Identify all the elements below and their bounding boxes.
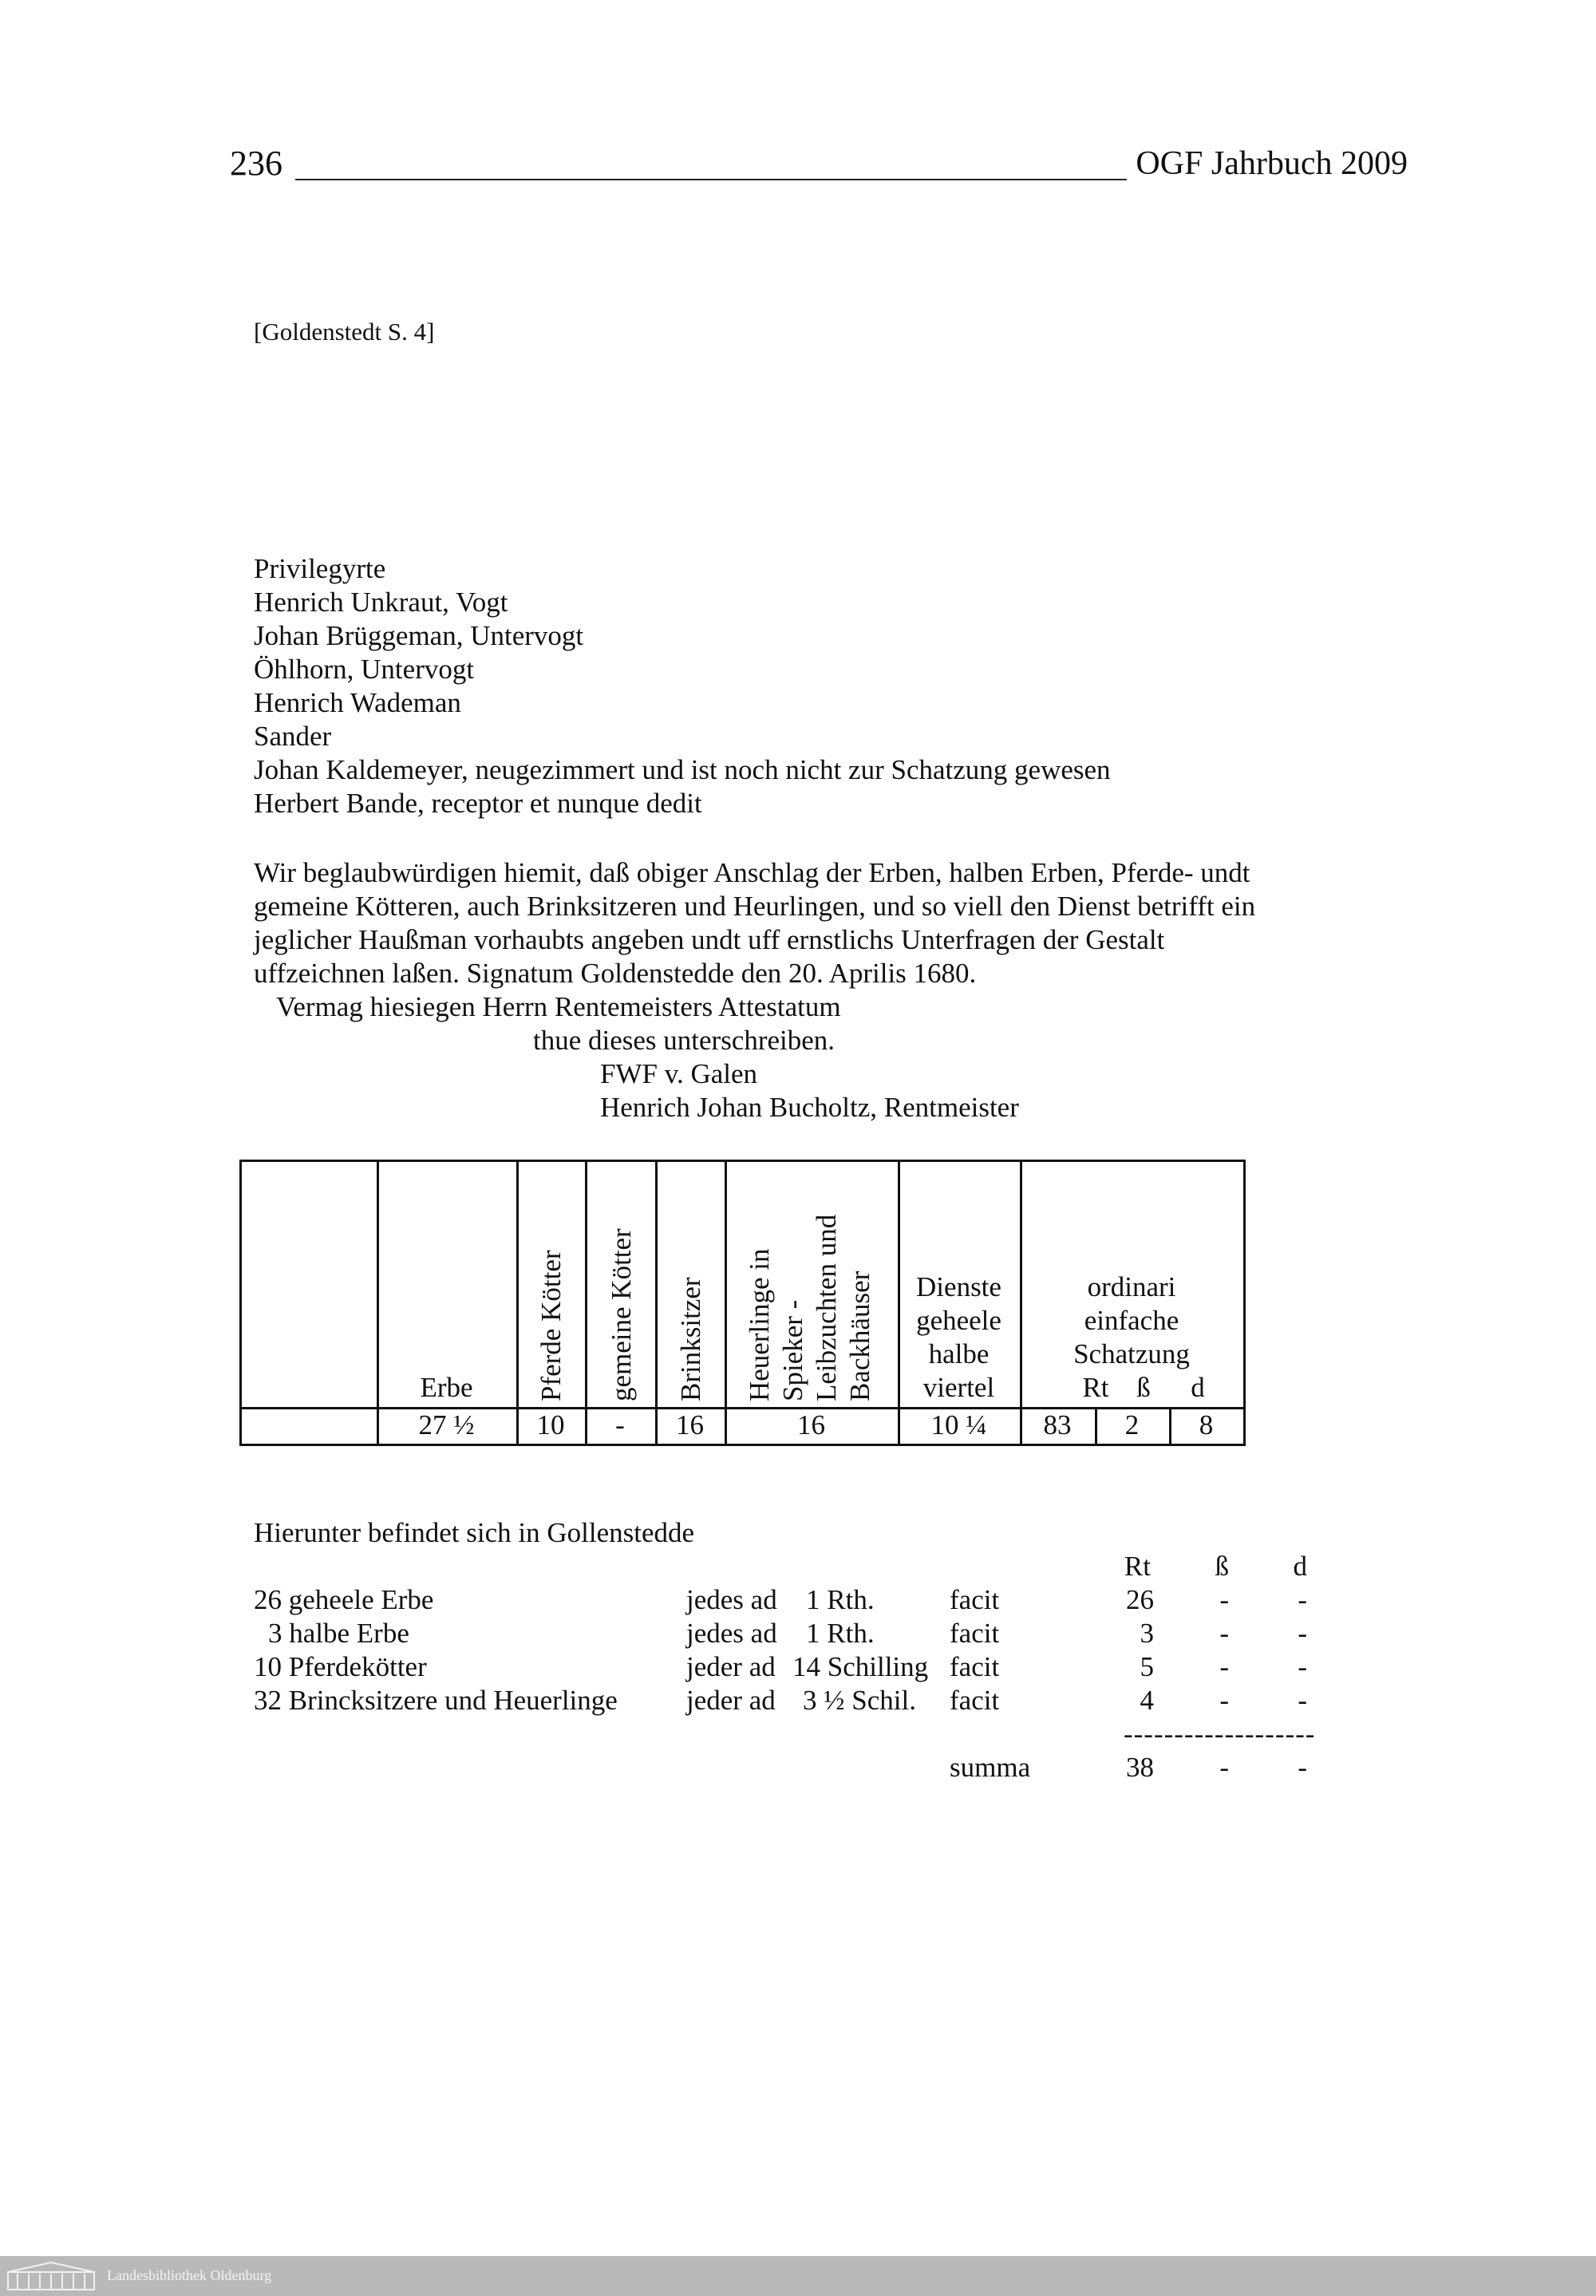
summary-col-rt: Rt	[1124, 1551, 1151, 1582]
summary-col-pfennig: d	[1293, 1551, 1307, 1582]
header-schatzung: ordinari	[1087, 1271, 1176, 1302]
census-table	[239, 1160, 1246, 1446]
summary-pfennig: -	[1298, 1651, 1307, 1682]
privileged-heading: Privilegyrte	[254, 553, 386, 584]
source-reference: [Goldenstedt S. 4]	[254, 318, 435, 346]
summary-intro: Hierunter befindet sich in Gollenstedde	[254, 1517, 695, 1548]
summa-rt: 38	[1126, 1752, 1154, 1783]
privileged-entry: Johan Kaldemeyer, neugezimmert und ist noch nicht zur Schatzung gewesen	[254, 754, 1111, 785]
cell-erbe: 27 ½	[418, 1409, 475, 1440]
summa-pfennig: -	[1298, 1752, 1307, 1783]
privileged-entry: Öhlhorn, Untervogt	[254, 654, 475, 685]
summary-facit: facit	[950, 1618, 1000, 1649]
signatory-name: FWF v. Galen	[600, 1058, 758, 1089]
cell-pfennig: 8	[1199, 1409, 1214, 1440]
summary-each: jeder ad	[686, 1685, 776, 1716]
header-pferde-koetter: Pferde Kötter	[535, 1250, 567, 1401]
summary-facit: facit	[950, 1584, 1000, 1615]
table-column-divider	[585, 1162, 587, 1444]
privileged-entry: Sander	[254, 721, 332, 752]
signatory-name: Henrich Johan Bucholtz, Rentmeister	[600, 1092, 1019, 1123]
table-column-divider	[516, 1162, 519, 1444]
summary-col-schilling: ß	[1215, 1551, 1229, 1582]
summary-each: jeder ad	[686, 1651, 776, 1682]
cell-pferde-koetter: 10	[536, 1409, 565, 1440]
header-rule	[295, 179, 1127, 180]
cell-dienste: 10 ¼	[930, 1409, 987, 1440]
summary-item: 26 geheele Erbe	[254, 1584, 434, 1615]
signature-intro: Vermag hiesiegen Herrn Rentemeisters Attestatum	[276, 991, 841, 1022]
cell-schilling: 2	[1124, 1409, 1140, 1440]
header-erbe: Erbe	[420, 1372, 473, 1403]
footer-library-name: Landesbibliothek Oldenburg	[107, 2267, 272, 2283]
cell-rt: 83	[1043, 1409, 1072, 1440]
summary-facit: facit	[950, 1685, 1000, 1716]
summary-total-rule: -------------------	[1124, 1718, 1316, 1749]
privileged-entry: Henrich Wademan	[254, 687, 461, 718]
summary-schilling: -	[1219, 1651, 1229, 1682]
header-dienste: viertel	[922, 1372, 995, 1403]
summa-label: summa	[950, 1752, 1031, 1783]
table-column-divider	[725, 1162, 727, 1444]
header-dienste: geheele	[916, 1305, 1001, 1336]
summary-item: 3 halbe Erbe	[268, 1618, 409, 1649]
summary-each: jedes ad	[686, 1584, 777, 1615]
privileged-entry: Johan Brüggeman, Untervogt	[254, 620, 584, 651]
cell-brinksitzer: 16	[676, 1409, 704, 1440]
privileged-entry: Herbert Bande, receptor et nunque dedit	[254, 788, 702, 819]
summary-pfennig: -	[1298, 1584, 1307, 1615]
header-gemeine-koetter: gemeine Kötter	[606, 1228, 637, 1401]
header-schilling: ß	[1136, 1372, 1151, 1403]
summary-pfennig: -	[1298, 1618, 1307, 1649]
summary-item: 32 Brincksitzere und Heuerlinge	[254, 1685, 618, 1716]
header-heuerlinge: Spieker -	[777, 1299, 808, 1401]
attestation-line: jeglicher Haußman vorhaubts angeben undt uff ernstlichs Unterfragen der Gestalt	[254, 924, 1165, 955]
header-pfennig: d	[1191, 1372, 1205, 1403]
attestation-line: uffzeichnen laßen. Signatum Goldenstedde den 20. Aprilis 1680.	[254, 958, 977, 989]
cell-gemeine-koetter: -	[615, 1409, 625, 1440]
attestation-line: gemeine Kötteren, auch Brinksitzeren und Heurlingen, und so viell den Dienst betrifft ein	[254, 891, 1256, 922]
header-schatzung: einfache	[1084, 1305, 1179, 1336]
header-heuerlinge: Backhäuser	[844, 1271, 875, 1401]
header-heuerlinge: Heuerlinge in	[744, 1248, 775, 1401]
summary-pfennig: -	[1298, 1685, 1307, 1716]
header-brinksitzer: Brinksitzer	[675, 1277, 706, 1401]
summary-rt: 5	[1140, 1651, 1154, 1682]
header-heuerlinge: Leibzuchten und	[811, 1214, 842, 1401]
summary-schilling: -	[1219, 1584, 1229, 1615]
summary-rt: 3	[1140, 1618, 1154, 1649]
header-rt: Rt	[1082, 1372, 1109, 1403]
cell-heuerlinge: 16	[797, 1409, 825, 1440]
header-dienste: halbe	[928, 1338, 990, 1369]
summary-rate: 3 ½ Schil.	[803, 1685, 916, 1716]
library-building-icon	[5, 2259, 97, 2293]
summary-schilling: -	[1219, 1685, 1229, 1716]
summary-schilling: -	[1219, 1618, 1229, 1649]
signature-intro: thue dieses unterschreiben.	[533, 1025, 836, 1056]
summary-rate: 1 Rth.	[806, 1584, 875, 1615]
table-column-divider	[655, 1162, 658, 1444]
header-dienste: Dienste	[916, 1271, 1001, 1302]
summary-rt: 26	[1126, 1584, 1154, 1615]
summary-item: 10 Pferdekötter	[254, 1651, 427, 1682]
footer-bar	[0, 2256, 1596, 2296]
summary-rate: 1 Rth.	[806, 1618, 875, 1649]
summary-rt: 4	[1140, 1685, 1154, 1716]
summary-rate: 14 Schilling	[792, 1651, 929, 1682]
header-schatzung: Schatzung	[1073, 1338, 1190, 1369]
journal-title: OGF Jahrbuch 2009	[1136, 145, 1408, 182]
summa-schilling: -	[1219, 1752, 1229, 1783]
summary-facit: facit	[950, 1651, 1000, 1682]
privileged-entry: Henrich Unkraut, Vogt	[254, 587, 508, 618]
attestation-line: Wir beglaubwürdigen hiemit, daß obiger Anschlag der Erben, halben Erben, Pferde- undt	[254, 857, 1250, 888]
page-number: 236	[230, 144, 282, 183]
summary-each: jedes ad	[686, 1618, 777, 1649]
